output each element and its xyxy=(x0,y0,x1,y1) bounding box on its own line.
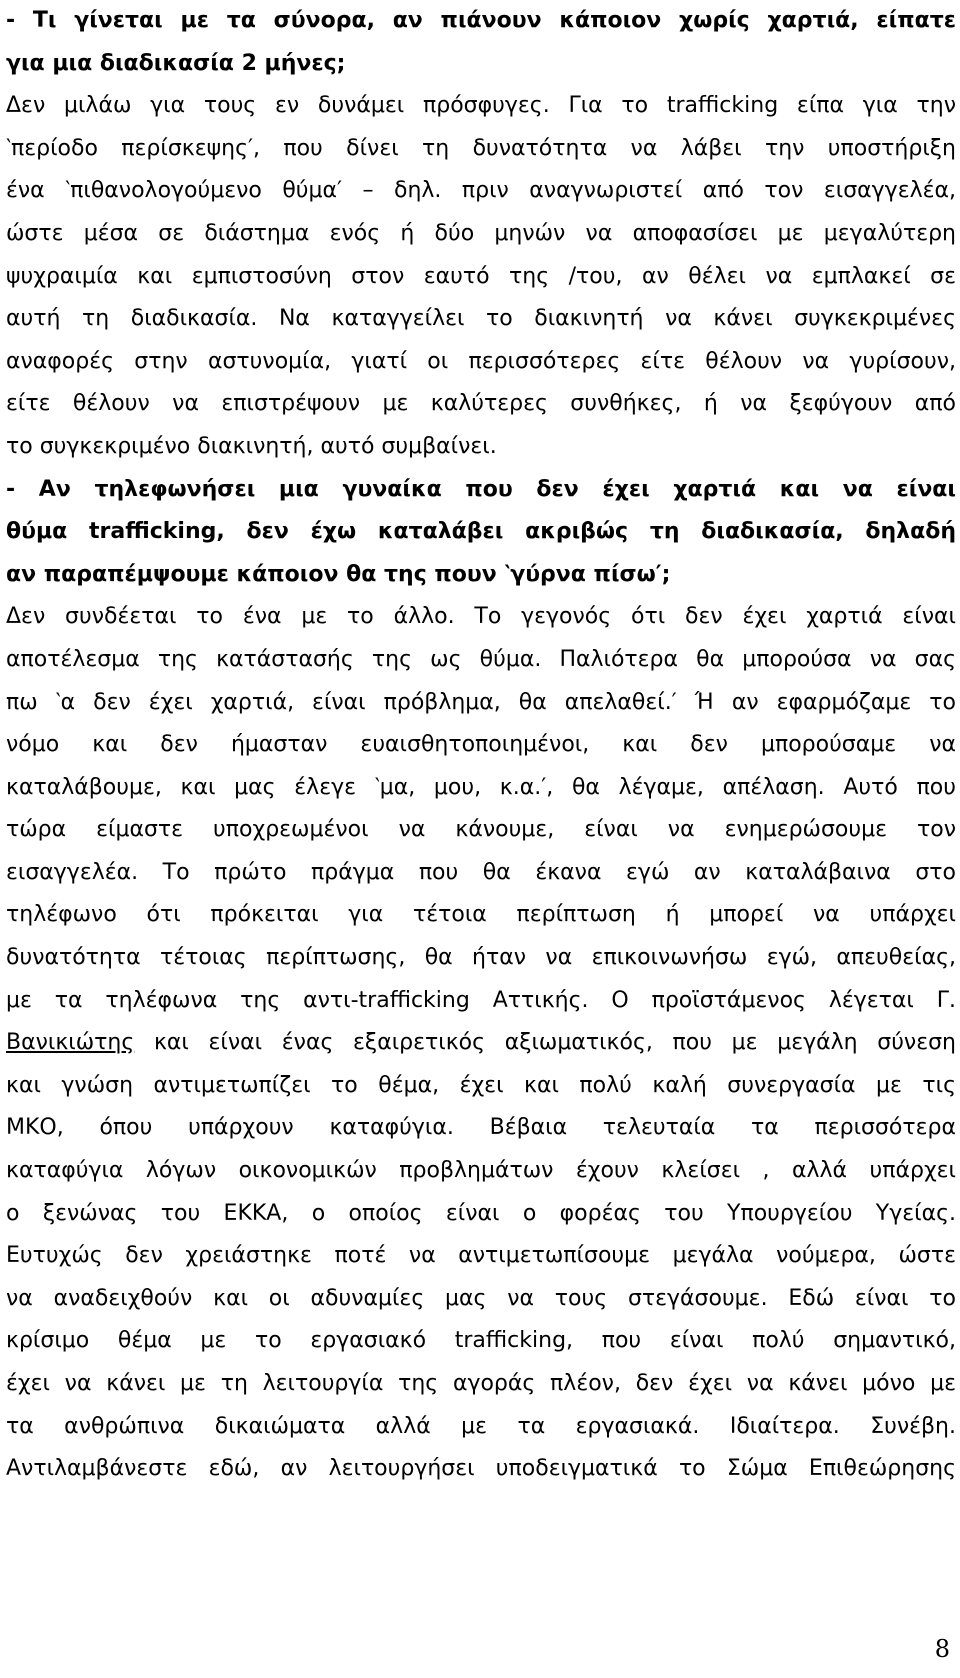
question-line: αν παραπέμψουμε κάποιον θα της πουν ‵γύρνα πίσω′; xyxy=(6,561,671,587)
body-text-line: νόμο και δεν ήμασταν ευαισθητοποιημένοι, και δεν μπορούσαμε να xyxy=(6,732,956,758)
body-text-line: αποτέλεσμα της κατάστασής της ως θύμα. Παλιότερα θα μπορούσα να σας xyxy=(6,646,956,672)
body-text-line: Αντιλαμβάνεστε εδώ, αν λειτουργήσει υποδειγματικά το Σώμα Επιθεώρησης xyxy=(6,1456,956,1482)
body-text-line: ΜΚΟ, όπου υπάρχουν καταφύγια. Βέβαια τελευταία τα περισσότερα xyxy=(6,1115,956,1141)
body-text-line: ένα ‵πιθανολογούμενο θύμα′ – δηλ. πριν αναγνωριστεί από τον εισαγγελέα, xyxy=(6,178,956,204)
body-text-line: ώστε μέσα σε διάστημα ενός ή δύο μηνών να αποφασίσει με μεγαλύτερη xyxy=(6,220,956,246)
body-text-line: Δεν συνδέεται το ένα με το άλλο. Το γεγονός ότι δεν έχει χαρτιά είναι xyxy=(6,604,956,630)
body-text-line: Ευτυχώς δεν χρειάστηκε ποτέ να αντιμετωπίσουμε μεγάλα νούμερα, ώστε xyxy=(6,1243,956,1269)
body-text-line: αυτή τη διαδικασία. Να καταγγείλει το διακινητή να κάνει συγκεκριμένες xyxy=(6,306,956,332)
body-text-line: με τα τηλέφωνα της αντι-trafficking Αττικής. Ο προϊστάμενος λέγεται Γ. xyxy=(6,987,956,1013)
question-line: θύμα trafficking, δεν έχω καταλάβει ακριβώς τη διαδικασία, δηλαδή xyxy=(6,519,956,545)
body-text-line: Δεν μιλάω για τους εν δυνάμει πρόσφυγες. Για το trafficking είπα για την xyxy=(6,93,956,119)
body-text-line: είτε θέλουν να επιστρέψουν με καλύτερες συνθήκες, ή να ξεφύγουν από xyxy=(6,391,956,417)
question-line: - Τι γίνεται με τα σύνορα, αν πιάνουν κάποιον χωρίς χαρτιά, είπατε xyxy=(6,8,956,33)
body-text-line: ο ξενώνας του ΕΚΚΑ, ο οποίος είναι ο φορέας του Υπουργείου Υγείας. xyxy=(6,1200,956,1226)
body-text-line: ψυχραιμία και εμπιστοσύνη στον εαυτό της /του, αν θέλει να εμπλακεί σε xyxy=(6,263,956,289)
body-text-line: έχει να κάνει με τη λειτουργία της αγοράς πλέον, δεν έχει να κάνει μόνο με xyxy=(6,1371,956,1396)
body-text-line: ‵περίοδο περίσκεψης′, που δίνει τη δυνατότητα να λάβει την υποστήριξη xyxy=(6,135,956,161)
body-text-line: πω ‵α δεν έχει χαρτιά, είναι πρόβλημα, θα απελαθεί.′ Ή αν εφαρμόζαμε το xyxy=(6,689,956,715)
body-text-line: και γνώση αντιμετωπίζει το θέμα, έχει και πολύ καλή συνεργασία με τις xyxy=(6,1072,956,1098)
body-text-line xyxy=(6,1022,956,1065)
body-text-line: τηλέφωνο ότι πρόκειται για τέτοια περίπτωση ή μπορεί να υπάρχει xyxy=(6,902,956,928)
body-text-line: καταλάβουμε, και μας έλεγε ‵μα, μου, κ.α.′, θα λέγαμε, απέλαση. Αυτό που xyxy=(6,774,956,800)
line-text: και είναι ένας εξαιρετικός αξιωματικός, που με μεγάλη σύνεση xyxy=(134,1030,956,1056)
body-text-line: δυνατότητα τέτοιας περίπτωσης, θα ήταν να επικοινωνήσω εγώ, απευθείας, xyxy=(6,945,956,971)
question-line: για μια διαδικασία 2 μήνες; xyxy=(6,50,346,76)
page-number: 8 xyxy=(934,1635,950,1663)
body-text-line: καταφύγια λόγων οικονομικών προβλημάτων έχουν κλείσει , αλλά υπάρχει xyxy=(6,1158,956,1184)
body-text-line: το συγκεκριμένο διακινητή, αυτό συμβαίνει. xyxy=(6,433,497,459)
document-body xyxy=(6,0,956,1491)
body-text-line: αναφορές στην αστυνομία, γιατί οι περισσότερες είτε θέλουν να γυρίσουν, xyxy=(6,348,956,374)
underlined-name: Βανικιώτης xyxy=(6,1030,135,1056)
body-text-line: τα ανθρώπινα δικαιώματα αλλά με τα εργασιακά. Ιδιαίτερα. Συνέβη. xyxy=(6,1413,956,1439)
body-text-line: κρίσιμο θέμα με το εργασιακό trafficking, που είναι πολύ σημαντικό, xyxy=(6,1328,956,1354)
body-text-line: τώρα είμαστε υποχρεωμένοι να κάνουμε, είναι να ενημερώσουμε τον xyxy=(6,817,956,843)
body-text-line: να αναδειχθούν και οι αδυναμίες μας να τους στεγάσουμε. Εδώ είναι το xyxy=(6,1285,956,1311)
question-line: - Αν τηλεφωνήσει μια γυναίκα που δεν έχει χαρτιά και να είναι xyxy=(6,476,956,502)
body-text-line: εισαγγελέα. Το πρώτο πράγμα που θα έκανα εγώ αν καταλάβαινα στο xyxy=(6,859,956,885)
